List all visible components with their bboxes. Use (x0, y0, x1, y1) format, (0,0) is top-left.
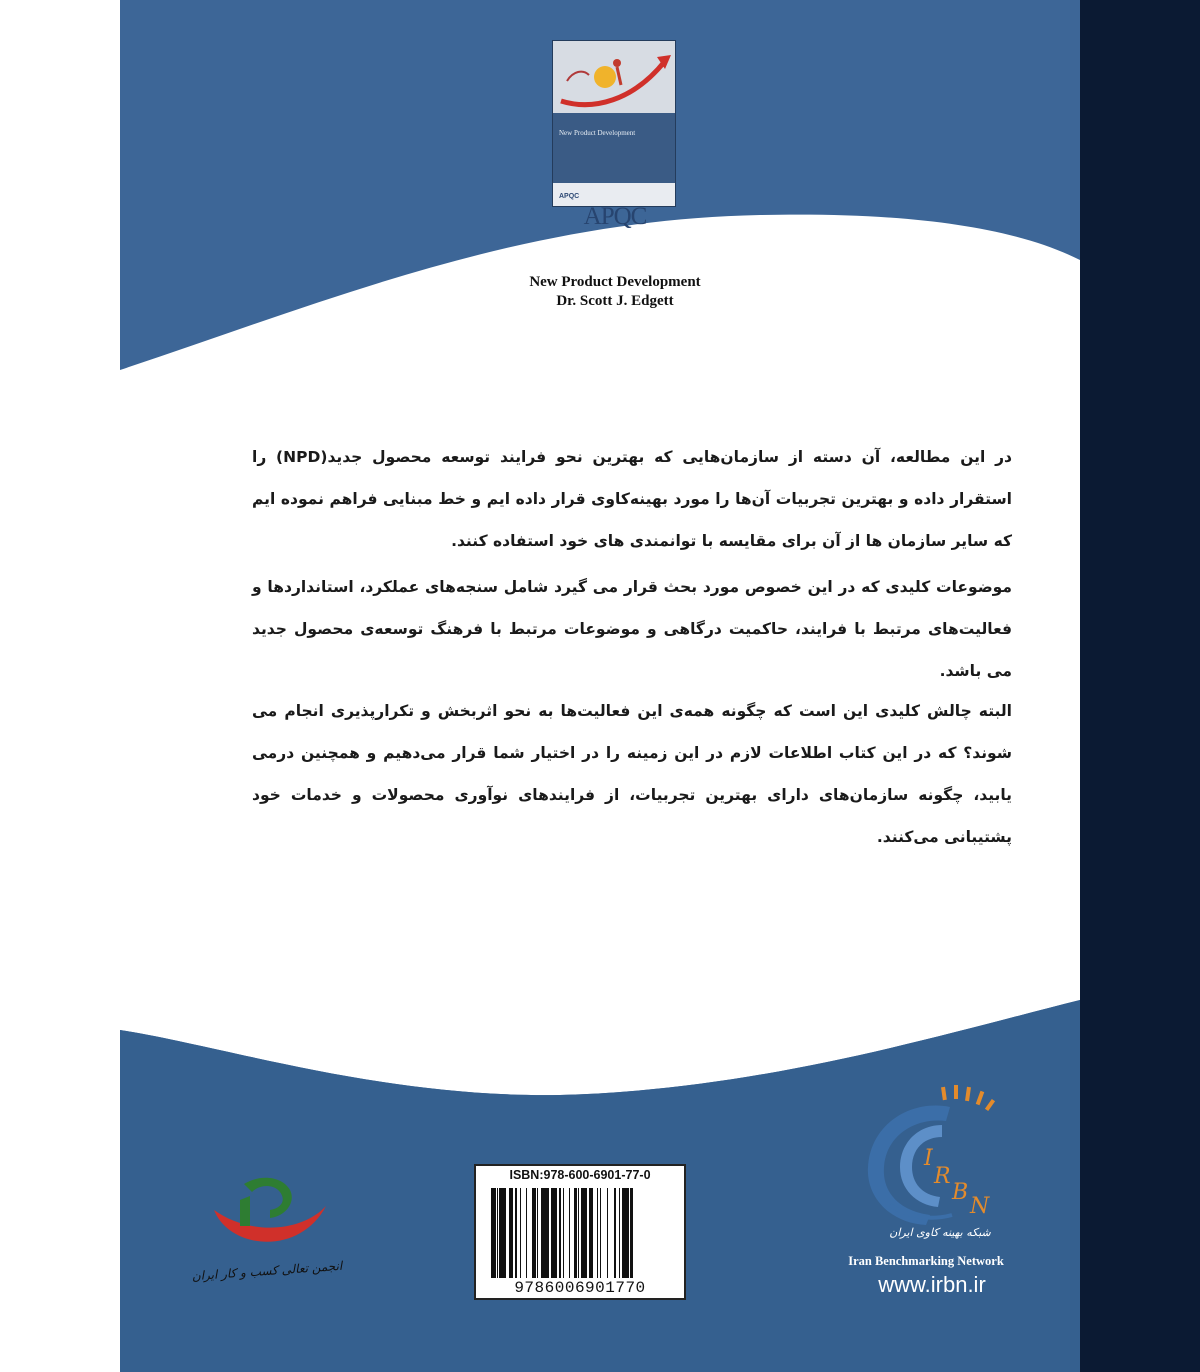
barcode-bar (534, 1188, 536, 1278)
barcode-bar (569, 1188, 570, 1278)
barcode-bar (544, 1188, 545, 1278)
isbn-label: ISBN:978-600-6901-77-0 (509, 1168, 651, 1182)
svg-text:APQC: APQC (559, 193, 580, 200)
right-frame-edge (1080, 0, 1200, 1372)
barcode-bar (578, 1188, 579, 1278)
description-paragraph-1: در این مطالعه، آن دسته از سازمان‌هایی که بهترین نحو فرایند توسعه محصول جدید(NPD) را استقرار داده و بهترین تجربیات آن‌ها را مورد بهینه‌کاوی قرار داده ایم و خط مبنایی فراهم نموده ایم که سایر سازمان ها از آن برای مقایسه با توانمندی های خود استفاده کنند. (252, 448, 1013, 550)
barcode-bar (537, 1188, 538, 1278)
barcode-bar (624, 1188, 627, 1278)
association-persian-name: انجمن تعالی کسب و کار ایران (191, 1258, 343, 1284)
irbn-emblem-icon (860, 1085, 1010, 1230)
irbn-english-name: Iran Benchmarking Network (848, 1254, 1004, 1268)
barcode-bar (575, 1188, 577, 1278)
barcode-bar (619, 1188, 620, 1278)
barcode-bar (581, 1188, 583, 1278)
svg-text:I: I (924, 1146, 933, 1171)
thumbnail-art (553, 41, 675, 206)
barcode-bar (510, 1188, 511, 1278)
barcode-bar (515, 1188, 517, 1278)
description-paragraph-3: البته چالش کلیدی این است که چگونه همه‌ی این فعالیت‌ها به نحو اثربخش و تکرارپذیری انجام می شوند؟ که در این کتاب اطلاعات لازم در این زمینه را در اختیار شما قرار می‌دهیم و همچنین درمی یابید، چگونه سازمان‌های دارای بهترین تجربیات، از فرایندهای نوآوری محصولات و خدمات خود پشتیبانی می‌کنند. (252, 702, 1012, 846)
barcode-bar (547, 1188, 549, 1278)
barcode-bar (532, 1188, 534, 1278)
thumbnail-caption: New Product Development (559, 129, 636, 137)
barcode-bar (541, 1188, 544, 1278)
barcode-bar (563, 1188, 564, 1278)
barcode-bar (552, 1188, 555, 1278)
description-paragraph-2: موضوعات کلیدی که در این خصوص مورد بحث قرار می گیرد شامل سنجه‌های عملکرد، استانداردها و فعالیت‌های مرتبط با فرایند، حاکمیت درگاهی و موضوعات مرتبط با فرهنگ توسعه‌ی محصول جدید می باشد. (252, 578, 1012, 680)
barcode-bar (551, 1188, 552, 1278)
association-emblem-icon (210, 1170, 330, 1260)
barcode-bar (520, 1188, 521, 1278)
svg-text:N: N (970, 1194, 990, 1219)
barcode-bar (491, 1188, 493, 1278)
barcode-digits: 9786006901770 (514, 1279, 646, 1297)
english-author: Dr. Scott J. Edgett (556, 293, 674, 309)
barcode-bar (614, 1188, 615, 1278)
barcode-bar (585, 1188, 587, 1278)
barcode-bar (499, 1188, 500, 1278)
barcode-bar (584, 1188, 585, 1278)
english-book-title: New Product Development (529, 274, 701, 290)
barcode-bar (574, 1188, 575, 1278)
barcode-bar (559, 1188, 561, 1278)
barcode-bar (583, 1188, 584, 1278)
barcode-bar (545, 1188, 547, 1278)
barcode-bar (511, 1188, 513, 1278)
irbn-website: www.irbn.ir (878, 1272, 986, 1297)
barcode-bar (509, 1188, 510, 1278)
barcode-bar (627, 1188, 628, 1278)
barcode-bar (615, 1188, 616, 1278)
barcode-bar (503, 1188, 506, 1278)
svg-text:R: R (934, 1164, 951, 1189)
barcode-bar (555, 1188, 557, 1278)
barcode-bar (600, 1188, 601, 1278)
barcode-bar (526, 1188, 527, 1278)
barcode-bar (628, 1188, 629, 1278)
apqc-logo-text: APQC (583, 203, 647, 230)
isbn-barcode-box (474, 1164, 686, 1300)
svg-text:B: B (952, 1180, 969, 1205)
barcode-bar (590, 1188, 592, 1278)
apqc-book-thumbnail (552, 40, 676, 207)
barcode-bar (589, 1188, 590, 1278)
irbn-persian-name: شبکه بهینه کاوی ایران (889, 1226, 991, 1239)
barcode-bar (607, 1188, 608, 1278)
barcode-bar (631, 1188, 633, 1278)
barcode-bar (500, 1188, 501, 1278)
barcode-bar (501, 1188, 503, 1278)
barcode-bar (493, 1188, 496, 1278)
barcode (488, 1188, 672, 1280)
barcode-bar (622, 1188, 624, 1278)
barcode-bar (597, 1188, 598, 1278)
barcode-bar (630, 1188, 631, 1278)
barcode-bar (497, 1188, 498, 1278)
barcode-bar (592, 1188, 593, 1278)
